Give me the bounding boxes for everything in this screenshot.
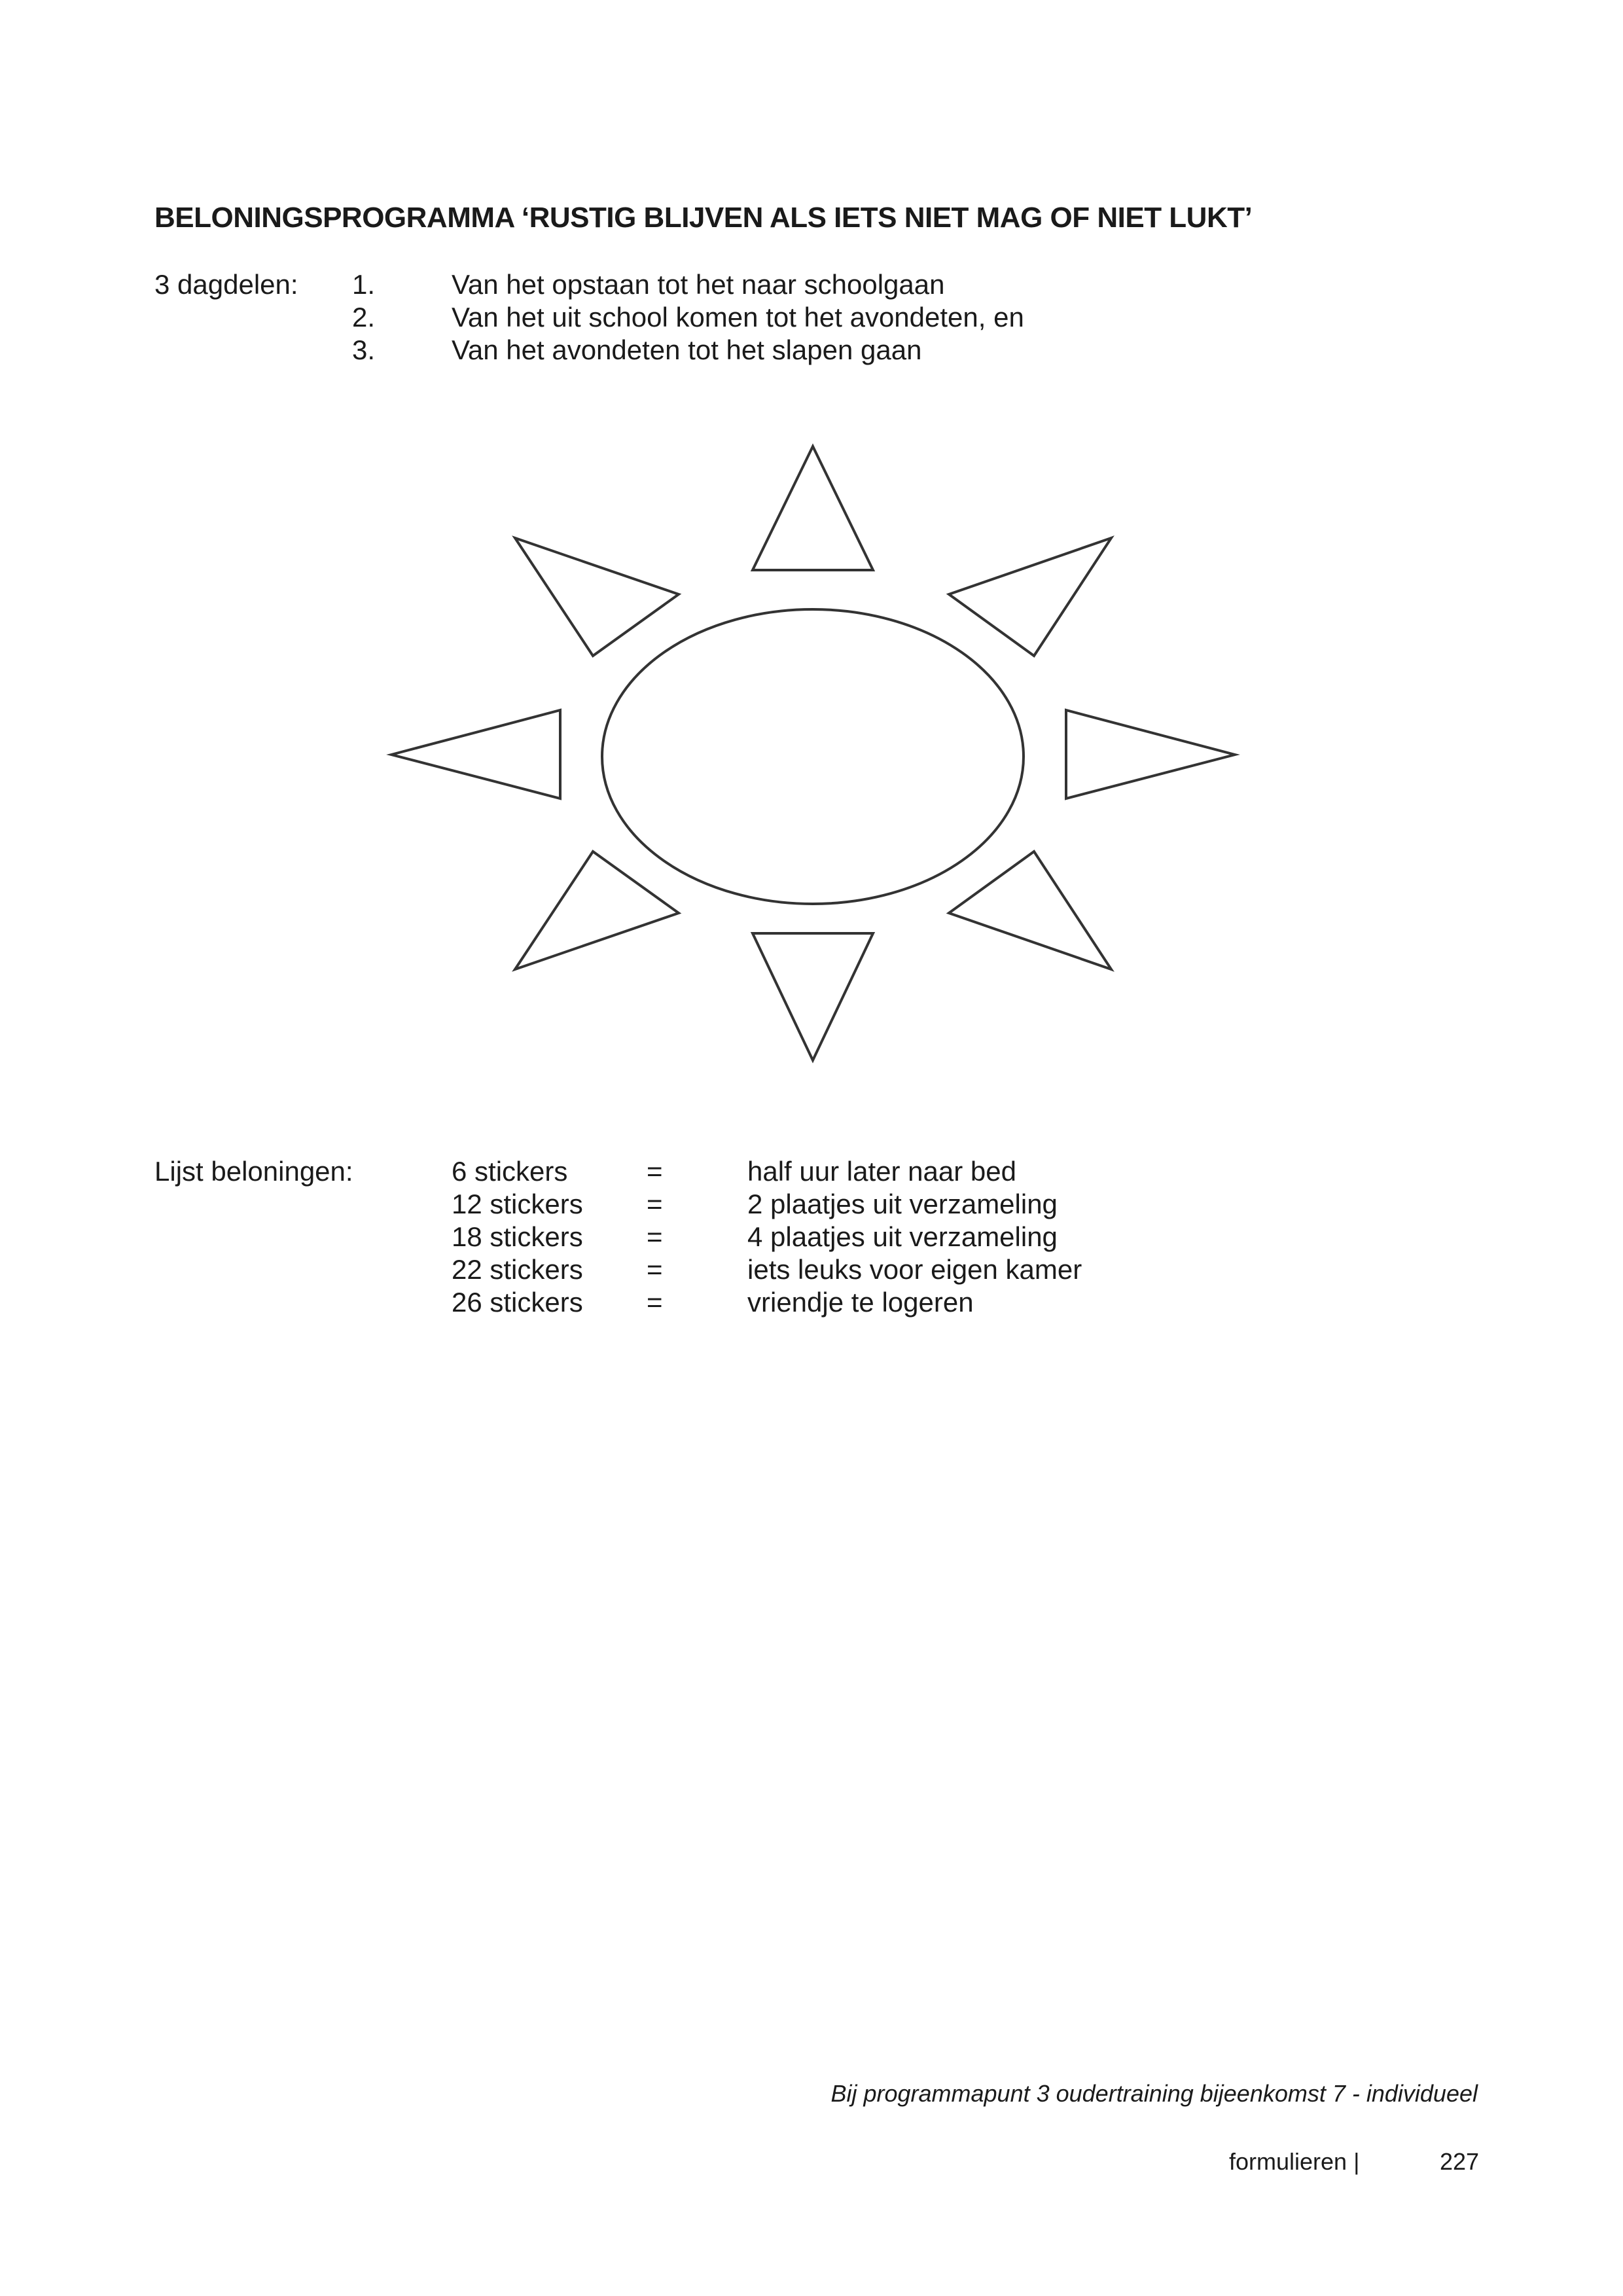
dagdeel-number: 3. bbox=[352, 334, 376, 365]
sun-ray-left bbox=[391, 710, 560, 798]
sun-ray-bottom bbox=[753, 933, 873, 1060]
reward-prize: half uur later naar bed bbox=[747, 1156, 1016, 1187]
reward-equals: = bbox=[647, 1221, 663, 1252]
reward-count: 12 stickers bbox=[452, 1189, 583, 1219]
reward-prize: 4 plaatjes uit verzameling bbox=[747, 1221, 1058, 1252]
reward-prize: vriendje te logeren bbox=[747, 1287, 974, 1318]
dagdeel-text: Van het uit school komen tot het avondeten, en bbox=[452, 302, 1024, 332]
reward-count: 22 stickers bbox=[452, 1254, 583, 1285]
sun-ray-top-right bbox=[949, 538, 1111, 656]
sun-ray-bottom-left bbox=[515, 852, 679, 969]
reward-count: 26 stickers bbox=[452, 1287, 583, 1318]
sun-ray-right bbox=[1066, 710, 1235, 798]
dagdeel-text: Van het avondeten tot het slapen gaan bbox=[452, 334, 922, 365]
sun-center-oval bbox=[602, 609, 1024, 904]
reward-equals: = bbox=[647, 1189, 663, 1219]
reward-equals: = bbox=[647, 1287, 663, 1318]
sun-drawing bbox=[380, 439, 1257, 1073]
sun-ray-top-left bbox=[515, 538, 679, 656]
reward-count: 6 stickers bbox=[452, 1156, 568, 1187]
beloningen-label: Lijst beloningen: bbox=[154, 1156, 353, 1187]
dagdeel-text: Van het opstaan tot het naar schoolgaan bbox=[452, 269, 945, 300]
dagdeel-number: 1. bbox=[352, 269, 376, 300]
dagdeel-number: 2. bbox=[352, 302, 376, 332]
footer-section: formulieren | bbox=[1229, 2148, 1360, 2175]
page-title: BELONINGSPROGRAMMA ‘RUSTIG BLIJVEN ALS IETS NIET MAG OF NIET LUKT’ bbox=[154, 202, 1253, 234]
sun-ray-top bbox=[753, 446, 873, 570]
page-number: 227 bbox=[1440, 2148, 1480, 2175]
reward-equals: = bbox=[647, 1254, 663, 1285]
sun-ray-bottom-right bbox=[949, 852, 1111, 969]
reward-prize: 2 plaatjes uit verzameling bbox=[747, 1189, 1058, 1219]
dagdelen-label: 3 dagdelen: bbox=[154, 269, 298, 300]
reward-equals: = bbox=[647, 1156, 663, 1187]
footer-note: Bij programmapunt 3 oudertraining bijeenkomst 7 - individueel bbox=[830, 2080, 1478, 2107]
reward-count: 18 stickers bbox=[452, 1221, 583, 1252]
reward-prize: iets leuks voor eigen kamer bbox=[747, 1254, 1082, 1285]
